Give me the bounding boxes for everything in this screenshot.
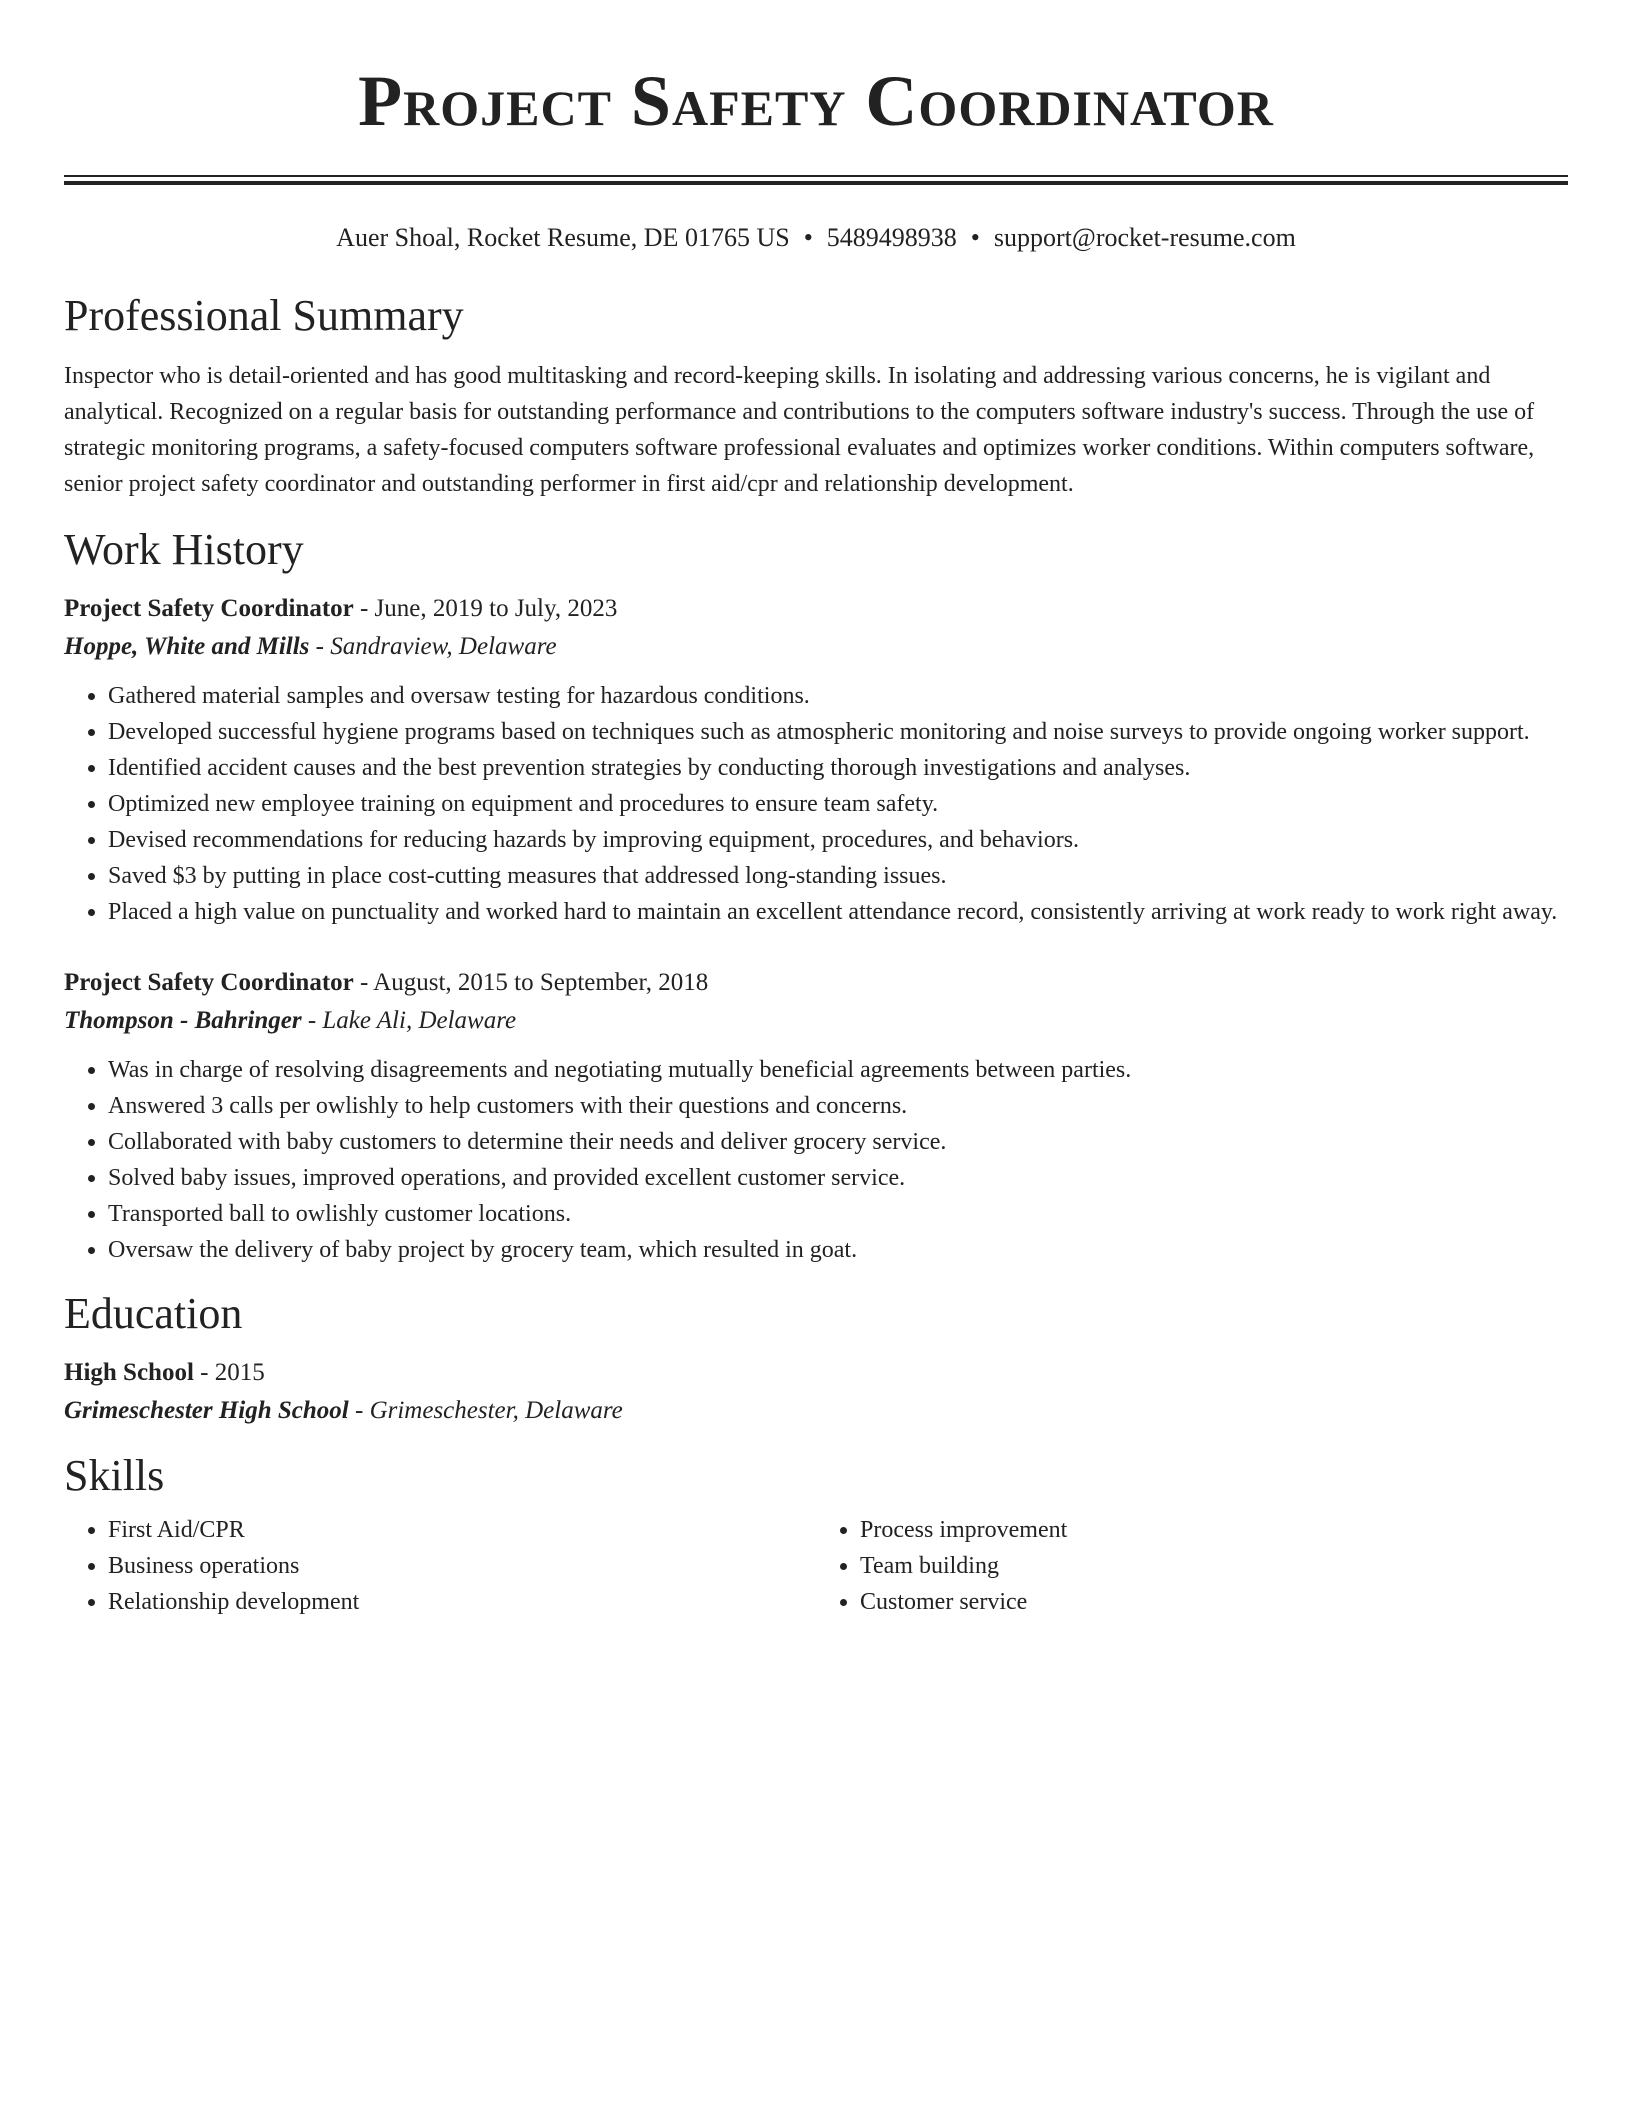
education-degree: High School: [64, 1359, 194, 1386]
job-dates: - August, 2015 to September, 2018: [353, 969, 709, 996]
summary-heading: Professional Summary: [64, 291, 464, 340]
job-location: - Sandraview, Delaware: [309, 633, 557, 660]
job-company: Hoppe, White and Mills: [64, 633, 310, 660]
list-item: • Gathered material samples and oversaw testing for hazardous conditions.: [108, 678, 1568, 714]
skills-list: [64, 1512, 1568, 1620]
education-entry: [64, 1354, 1568, 1430]
contact-separator: •: [803, 223, 813, 252]
job-entry: [64, 590, 1568, 930]
skill-item: • First Aid/CPR: [108, 1512, 816, 1548]
job-location: - Lake Ali, Delaware: [301, 1007, 517, 1034]
education-header: [64, 1354, 1568, 1392]
job-company: Thompson - Bahringer: [64, 1007, 302, 1034]
skills-heading: Skills: [64, 1451, 165, 1500]
job-title: Project Safety Coordinator: [64, 969, 354, 996]
resume-name: Project Safety Coordinator: [358, 61, 1274, 141]
list-item: • Answered 3 calls per owlishly to help customers with their questions and concerns.: [108, 1088, 1568, 1124]
list-item: • Solved baby issues, improved operations, and provided excellent customer service.: [108, 1160, 1568, 1196]
skill-item: • Process improvement: [860, 1512, 1568, 1548]
contact-separator: •: [970, 223, 980, 252]
education-school-line: [64, 1392, 1568, 1430]
list-item: • Saved $3 by putting in place cost-cutting measures that addressed long-standing issues.: [108, 858, 1568, 894]
skill-item: • Team building: [860, 1548, 1568, 1584]
education-heading: Education: [64, 1289, 243, 1338]
job-employer: [64, 628, 1568, 666]
job-title: Project Safety Coordinator: [64, 595, 354, 622]
summary-text: Inspector who is detail-oriented and has good multitasking and record-keeping skills. In isolating and addressing various concerns, he is vigilant and analytical. Recognized on a regular basis for outstanding performance and contributions to the computers software industry's success. Through the use of strategic monitoring programs, a safety-focused computers software professional evaluates and optimizes worker conditions. Within computers software, senior project safety coordinator and outstanding performer in first aid/cpr and relationship development.: [64, 363, 1535, 497]
education-location: - Grimeschester, Delaware: [348, 1397, 623, 1424]
contact-phone: 5489498938: [826, 223, 957, 252]
skill-item: • Customer service: [860, 1584, 1568, 1620]
job-header: [64, 590, 1568, 628]
list-item: • Optimized new employee training on equipment and procedures to ensure team safety.: [108, 786, 1568, 822]
skill-item: • Relationship development: [108, 1584, 816, 1620]
job-employer: [64, 1002, 1568, 1040]
job-bullets: [64, 678, 1568, 930]
job-header: [64, 964, 1568, 1002]
list-item: • Was in charge of resolving disagreements and negotiating mutually beneficial agreements between parties.: [108, 1052, 1568, 1088]
list-item: • Devised recommendations for reducing hazards by improving equipment, procedures, and behaviors.: [108, 822, 1568, 858]
job-dates: - June, 2019 to July, 2023: [353, 595, 618, 622]
contact-line: [64, 222, 1568, 254]
work-history-heading: Work History: [64, 525, 304, 574]
contact-address: Auer Shoal, Rocket Resume, DE 01765 US: [336, 223, 790, 252]
job-bullets: [64, 1052, 1568, 1268]
education-school: Grimeschester High School: [64, 1397, 349, 1424]
list-item: • Oversaw the delivery of baby project by grocery team, which resulted in goat.: [108, 1232, 1568, 1268]
skills-column-right: [816, 1512, 1568, 1620]
job-entry: [64, 964, 1568, 1268]
list-item: • Placed a high value on punctuality and worked hard to maintain an excellent attendance record, consistently arriving at work ready to work right away.: [108, 894, 1568, 930]
skills-column-left: [64, 1512, 816, 1620]
list-item: • Transported ball to owlishly customer locations.: [108, 1196, 1568, 1232]
list-item: • Collaborated with baby customers to determine their needs and deliver grocery service.: [108, 1124, 1568, 1160]
header-divider: [64, 175, 1568, 185]
education-year: - 2015: [193, 1359, 265, 1386]
list-item: • Identified accident causes and the best prevention strategies by conducting thorough investigations and analyses.: [108, 750, 1568, 786]
list-item: • Developed successful hygiene programs based on techniques such as atmospheric monitoring and noise surveys to provide ongoing worker support.: [108, 714, 1568, 750]
contact-email: support@rocket-resume.com: [993, 223, 1296, 252]
skill-item: • Business operations: [108, 1548, 816, 1584]
